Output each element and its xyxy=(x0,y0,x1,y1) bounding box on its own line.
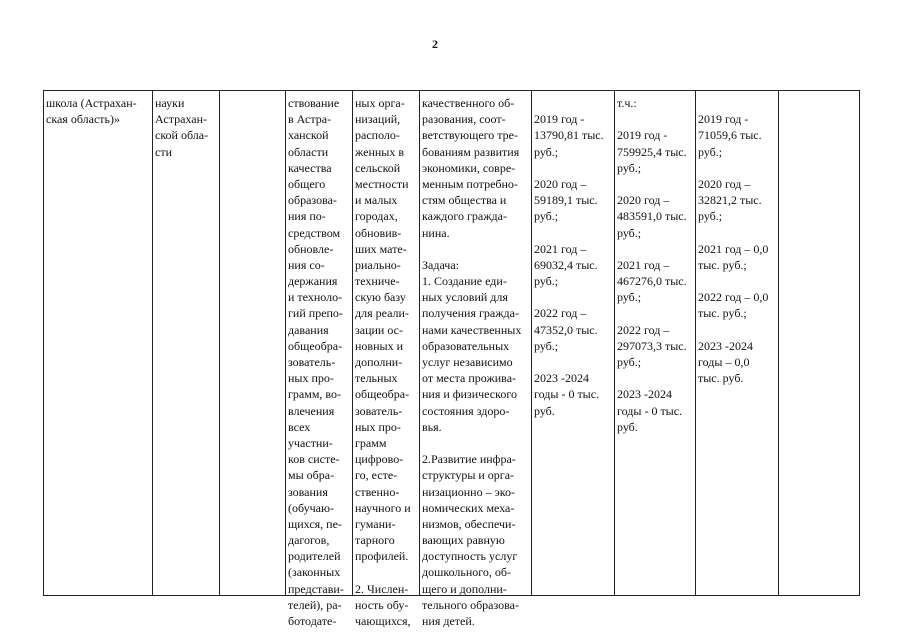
cell-line: гумани- xyxy=(355,516,396,531)
cell-line: руб.; xyxy=(698,144,723,159)
cell-line: ков систе- xyxy=(288,452,340,467)
cell-funding-federal xyxy=(617,95,687,435)
cell-line: грамм xyxy=(355,435,387,450)
cell-line: зователь- xyxy=(355,403,403,418)
cell-line: ственно- xyxy=(355,484,400,499)
cell-line: вающих равную xyxy=(422,533,505,548)
cell-line: руб.; xyxy=(534,144,559,159)
cell-line: новных и xyxy=(355,338,403,353)
cell-line: ных про- xyxy=(288,371,334,386)
cell-line: городах, xyxy=(355,209,398,224)
table-border-left xyxy=(43,91,44,595)
cell-line: 2. Числен- xyxy=(355,581,409,596)
table-border-right xyxy=(859,91,860,595)
cell-line: 2020 год – xyxy=(617,193,670,208)
page-number: 2 xyxy=(432,37,438,51)
cell-line: щихся, пе- xyxy=(288,516,342,531)
cell-line: вья. xyxy=(422,419,442,434)
cell-line xyxy=(698,160,768,176)
cell-line: 2022 год – xyxy=(617,322,670,337)
cell-line: и малых xyxy=(355,193,398,208)
cell-line: ния со- xyxy=(288,257,325,272)
cell-funding-other xyxy=(698,95,768,386)
cell-line: руб.; xyxy=(617,355,642,369)
cell-line: ных про- xyxy=(355,419,401,434)
cell-line xyxy=(534,95,604,111)
column-divider xyxy=(152,91,153,595)
cell-line: для реали- xyxy=(355,306,409,321)
cell-line: ность обу- xyxy=(355,597,409,612)
cell-line: 759925,4 тыс. xyxy=(617,144,687,159)
cell-indicators xyxy=(355,95,411,629)
cell-line: получения гражда- xyxy=(422,306,519,321)
cell-line: зователь- xyxy=(288,355,336,369)
cell-line: телей), ра- xyxy=(288,597,342,612)
cell-line: 2020 год – xyxy=(534,176,587,191)
cell-line: обновив- xyxy=(355,225,402,240)
cell-line: 2.Развитие инфра- xyxy=(422,452,516,467)
cell-line: щего и дополни- xyxy=(422,581,507,596)
cell-line: годы – 0,0 xyxy=(698,355,750,369)
cell-line: руб.; xyxy=(617,160,642,175)
cell-line: обновле- xyxy=(288,241,334,256)
cell-line: гий препо- xyxy=(288,306,343,321)
cell-line: (законных xyxy=(288,565,341,580)
cell-line: 32821,2 тыс. xyxy=(698,193,762,208)
column-divider xyxy=(778,91,779,595)
cell-line: ботодате- xyxy=(288,614,337,628)
cell-line: представи- xyxy=(288,581,344,596)
cell-line xyxy=(698,322,768,338)
cell-line xyxy=(422,241,521,257)
cell-line: 2023 -2024 xyxy=(617,387,672,402)
cell-line: 1. Создание еди- xyxy=(422,274,507,289)
cell-line: общеобра- xyxy=(288,338,343,353)
cell-line: общего xyxy=(288,176,326,191)
cell-line: образова- xyxy=(288,193,337,208)
cell-line: качества xyxy=(288,160,332,175)
cell-line: профилей. xyxy=(355,549,409,564)
cell-line: нами качественных xyxy=(422,322,522,337)
cell-line: ших мате- xyxy=(355,241,407,256)
cell-line: экономики, совре- xyxy=(422,160,516,175)
cell-line: тельного образова- xyxy=(422,597,520,612)
cell-line: научного и xyxy=(355,500,411,515)
cell-line xyxy=(422,435,521,451)
cell-line: менным потребно- xyxy=(422,176,518,191)
cell-line: низаций, xyxy=(355,112,401,127)
cell-line: влечения xyxy=(288,403,335,418)
cell-line: т.ч.: xyxy=(617,96,637,110)
column-divider xyxy=(219,91,220,595)
cell-line: руб.; xyxy=(534,209,559,224)
cell-line xyxy=(617,176,687,192)
cell-line xyxy=(534,289,604,305)
cell-line xyxy=(534,160,604,176)
cell-line: 2020 год – xyxy=(698,176,751,191)
cell-line: тыс. руб. xyxy=(698,371,744,386)
cell-line: и техноло- xyxy=(288,290,343,305)
cell-line: тельных xyxy=(355,371,398,386)
cell-line: 47352,0 тыс. xyxy=(534,322,598,337)
column-divider xyxy=(352,91,353,595)
column-divider xyxy=(531,91,532,595)
cell-line: располо- xyxy=(355,128,400,143)
cell-line: тыс. руб.; xyxy=(698,257,747,272)
cell-line xyxy=(355,564,411,580)
cell-line: тыс. руб.; xyxy=(698,306,747,321)
cell-line: бованиям развития xyxy=(422,144,520,159)
cell-ministry xyxy=(155,95,208,160)
cell-line: качественного об- xyxy=(422,96,515,110)
cell-line: услуг независимо xyxy=(422,355,513,369)
cell-line: 483591,0 тыс. xyxy=(617,209,687,224)
cell-line: школа (Астрахан- xyxy=(46,96,137,110)
column-divider xyxy=(614,91,615,595)
cell-line: 69032,4 тыс. xyxy=(534,257,598,272)
column-divider xyxy=(695,91,696,595)
cell-line: от места прожива- xyxy=(422,371,517,386)
cell-line: руб. xyxy=(617,419,638,434)
cell-line: 2021 год – xyxy=(617,257,670,272)
column-divider xyxy=(285,91,286,595)
cell-line: Задача: xyxy=(422,257,459,272)
cell-line: области xyxy=(288,144,329,159)
cell-line xyxy=(698,225,768,241)
cell-line: ствование xyxy=(288,96,340,110)
cell-line: 2022 год – 0,0 xyxy=(698,290,769,305)
cell-line: ных условий для xyxy=(422,290,508,305)
cell-line xyxy=(534,225,604,241)
cell-line: годы - 0 тыс. xyxy=(534,387,600,402)
cell-line: низационно – эко- xyxy=(422,484,515,499)
cell-objectives xyxy=(422,95,521,629)
cell-line: зации ос- xyxy=(355,322,403,337)
cell-line: ветствующего тре- xyxy=(422,128,519,143)
cell-line: структуры и орга- xyxy=(422,468,515,483)
cell-line: местности xyxy=(355,176,409,191)
cell-line: го, есте- xyxy=(355,468,398,483)
cell-line xyxy=(617,370,687,386)
cell-line: руб. xyxy=(534,403,555,418)
cell-line: Астрахан- xyxy=(155,112,207,127)
cell-line: ния по- xyxy=(288,209,326,224)
cell-line: грамм, во- xyxy=(288,387,342,402)
cell-line: сти xyxy=(155,144,172,159)
cell-line: руб.; xyxy=(698,209,723,224)
cell-line: стям общества и xyxy=(422,193,507,208)
cell-line: средством xyxy=(288,225,341,240)
cell-line: состояния здоро- xyxy=(422,403,510,418)
cell-line: зования xyxy=(288,484,328,499)
cell-line: номических меха- xyxy=(422,500,515,515)
cell-line xyxy=(617,305,687,321)
cell-line: всех xyxy=(288,419,311,434)
cell-line: ных орга- xyxy=(355,96,405,110)
cell-line: цифрово- xyxy=(355,452,404,467)
cell-line: 2019 год - xyxy=(534,112,585,127)
cell-line: 13790,81 тыс. xyxy=(534,128,604,143)
cell-line xyxy=(698,273,768,289)
cell-line: 2023 -2024 xyxy=(698,338,753,353)
cell-line: 59189,1 тыс. xyxy=(534,193,598,208)
cell-line: участни- xyxy=(288,435,333,450)
cell-line: тарного xyxy=(355,533,395,548)
cell-line: техниче- xyxy=(355,274,400,289)
cell-line: в Астра- xyxy=(288,112,332,127)
cell-line: науки xyxy=(155,96,185,110)
cell-line xyxy=(534,354,604,370)
cell-school-name xyxy=(46,95,137,127)
cell-line xyxy=(617,111,687,127)
cell-line: риально- xyxy=(355,257,401,272)
cell-line: мы обра- xyxy=(288,468,335,483)
cell-line: дополни- xyxy=(355,355,403,369)
cell-line: 2023 -2024 xyxy=(534,371,589,386)
document-table xyxy=(43,90,860,628)
cell-line: ния и физического xyxy=(422,387,517,402)
cell-line: руб.; xyxy=(534,338,559,353)
column-divider xyxy=(419,91,420,595)
cell-goal-text xyxy=(288,95,344,629)
cell-line: ской обла- xyxy=(155,128,209,143)
cell-line xyxy=(617,241,687,257)
cell-line: ния детей. xyxy=(422,614,475,628)
cell-line: дошкольного, об- xyxy=(422,565,512,580)
cell-line: сельской xyxy=(355,160,401,175)
cell-funding-regional xyxy=(534,95,604,419)
cell-line: 2019 год - xyxy=(617,128,668,143)
cell-line: низмов, обеспечи- xyxy=(422,516,516,531)
cell-line: общеобра- xyxy=(355,387,410,402)
cell-line: 2022 год – xyxy=(534,306,587,321)
cell-line: чающихся, xyxy=(355,614,411,628)
cell-line: 2019 год - xyxy=(698,112,749,127)
cell-line: годы - 0 тыс. xyxy=(617,403,683,418)
cell-line: (обучаю- xyxy=(288,500,334,515)
cell-line: доступность услуг xyxy=(422,549,518,564)
cell-line: скую базу xyxy=(355,290,406,305)
cell-line: женных в xyxy=(355,144,405,159)
cell-line: руб.; xyxy=(617,290,642,305)
cell-line: 2021 год – xyxy=(534,241,587,256)
cell-line: 297073,3 тыс. xyxy=(617,338,687,353)
cell-line: держания xyxy=(288,274,338,289)
cell-line: нина. xyxy=(422,225,450,240)
cell-line: 2021 год – 0,0 xyxy=(698,241,769,256)
cell-line: давания xyxy=(288,322,329,337)
cell-line: образовательных xyxy=(422,338,510,353)
cell-line: руб.; xyxy=(617,225,642,240)
cell-line: ханской xyxy=(288,128,329,143)
cell-line: разования, соот- xyxy=(422,112,506,127)
cell-line: 467276,0 тыс. xyxy=(617,274,687,289)
cell-line: дагогов, xyxy=(288,533,330,548)
cell-line xyxy=(698,95,768,111)
cell-line: руб.; xyxy=(534,274,559,289)
cell-line: 71059,6 тыс. xyxy=(698,128,762,143)
cell-line: ская область)» xyxy=(46,112,120,127)
cell-line: родителей xyxy=(288,549,341,564)
cell-line: каждого гражда- xyxy=(422,209,507,224)
